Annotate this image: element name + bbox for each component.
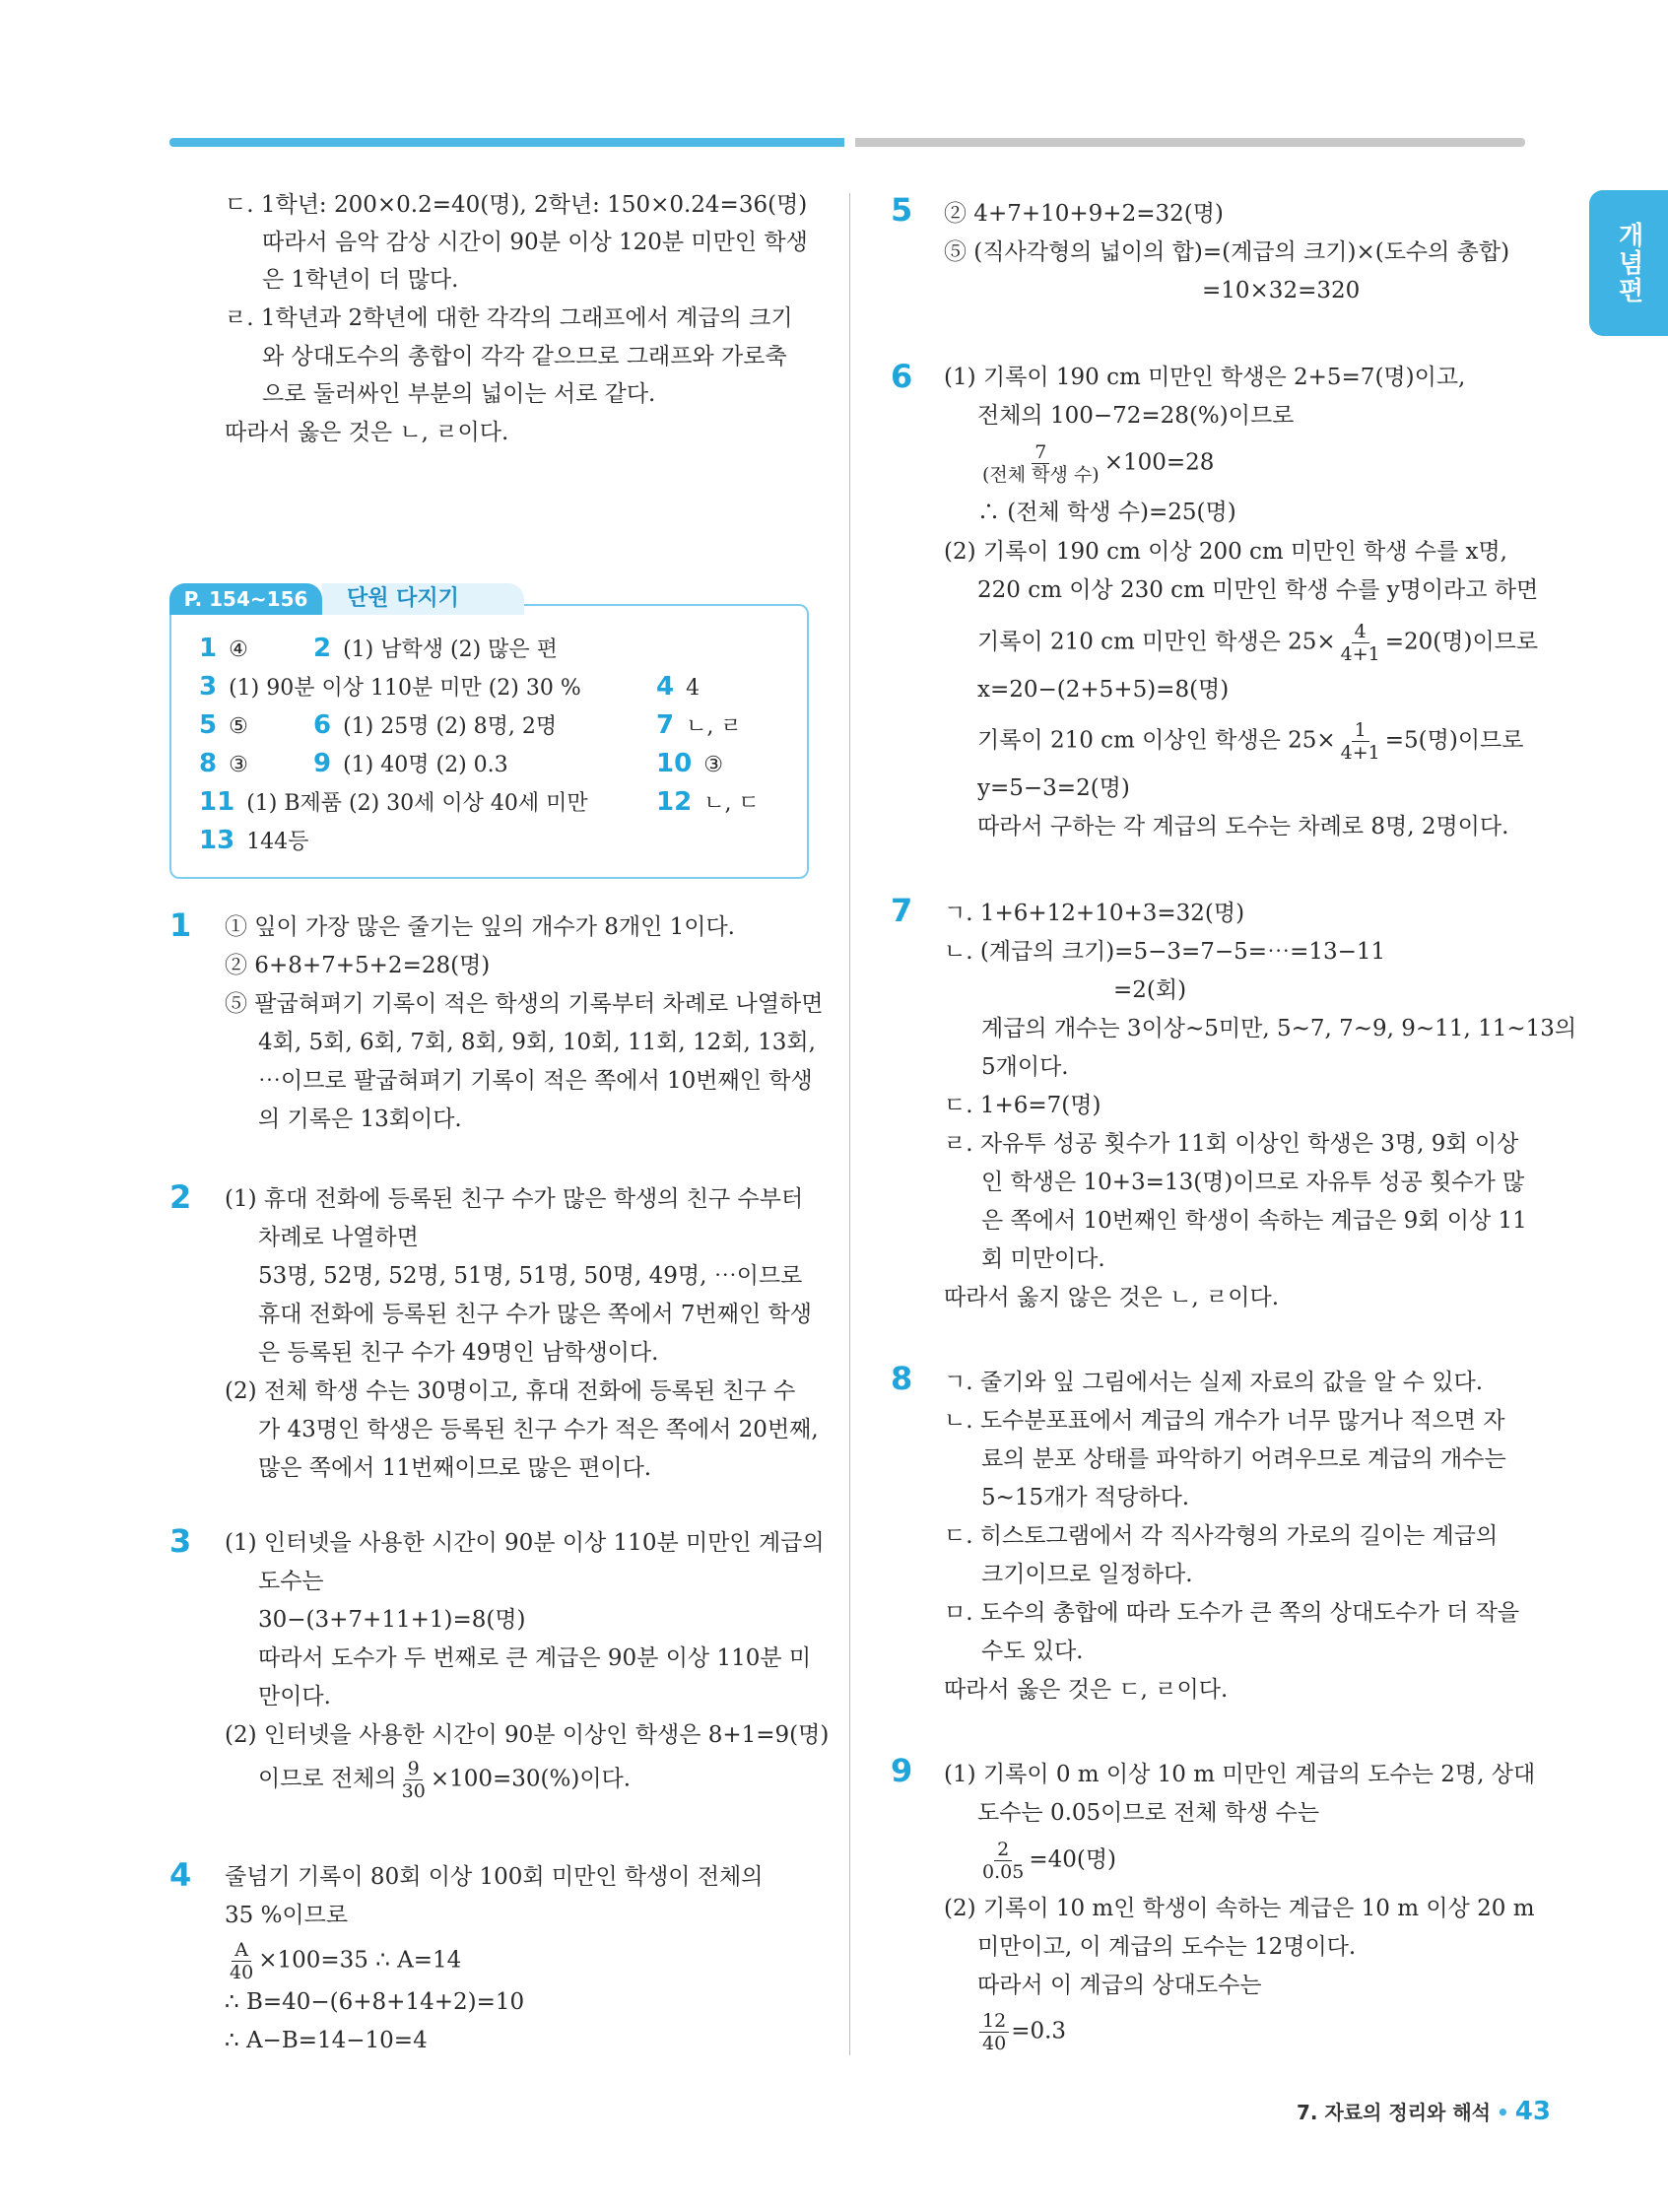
problem-number: 2 <box>169 1178 192 1216</box>
text-line: 따라서 이 계급의 상대도수는 <box>977 1973 1262 1998</box>
column-divider <box>849 193 850 2055</box>
text-line: 가 43명인 학생은 등록된 친구 수가 적은 쪽에서 20번째, <box>258 1417 819 1442</box>
problem-number: 1 <box>169 906 192 944</box>
text-line: 으로 둘러싸인 부분의 넓이는 서로 같다. <box>262 381 656 407</box>
text-line: 4회, 5회, 6회, 7회, 8회, 9회, 10회, 11회, 12회, 13회, <box>258 1030 816 1055</box>
answer-item: 12 ㄴ, ㄷ <box>656 787 760 817</box>
fraction: $\frac{1}{4+1}$ <box>1340 719 1380 764</box>
text-line: 의 기록은 13회이다. <box>258 1106 462 1132</box>
fraction: $\frac{12}{40}$ <box>979 2010 1009 2054</box>
text-line: 따라서 도수가 두 번째로 큰 계급은 90분 이상 110분 미 <box>258 1645 812 1671</box>
text-line: (2) 전체 학생 수는 30명이고, 휴대 전화에 등록된 친구 수 <box>225 1378 796 1404</box>
text-line: 35 %이므로 <box>225 1903 349 1928</box>
summary-pages-tag: P. 154~156 <box>169 583 322 615</box>
fraction: $\frac{A}{40}$ <box>230 1939 254 1983</box>
answer-item: 10 ③ <box>656 749 723 778</box>
problem-number: 9 <box>891 1752 913 1789</box>
text-line: 따라서 옳은 것은 ㄷ, ㄹ이다. <box>944 1677 1229 1703</box>
text-line: y=5−3=2(명) <box>977 775 1130 801</box>
text-line: $\frac{2}{0.05}$ =40(명) <box>977 1839 1116 1883</box>
text-line: 이므로 전체의 $\frac{9}{30}$ ×100=30(%)이다. <box>258 1758 632 1802</box>
answer-item: 5 ⑤ <box>199 710 248 740</box>
text-line: 은 1학년이 더 많다. <box>262 267 459 293</box>
text-line: ㄱ. 1+6+12+10+3=32(명) <box>944 901 1245 926</box>
fraction: $\frac{7}{\text{(전체 학생 수)}}$ <box>982 441 1100 486</box>
text-line: ㄹ. 자유투 성공 횟수가 11회 이상인 학생은 3명, 9회 이상 <box>944 1131 1519 1157</box>
text-line: 전체의 100−72=28(%)이므로 <box>977 403 1295 429</box>
answer-item: 11 (1) B제품 (2) 30세 이상 40세 미만 <box>199 787 588 817</box>
text-line: 5~15개가 적당하다. <box>981 1485 1190 1510</box>
answer-item: 2 (1) 남학생 (2) 많은 편 <box>313 634 558 663</box>
text-line: 료의 분포 상태를 파악하기 어려우므로 계급의 개수는 <box>981 1446 1506 1472</box>
bullet-icon: • <box>1496 2101 1509 2124</box>
text-line: $\frac{7}{\text{(전체 학생 수)}}$ ×100=28 <box>977 441 1214 486</box>
text-line: 30−(3+7+11+1)=8(명) <box>258 1607 526 1633</box>
text-line: ㄷ. 1+6=7(명) <box>944 1093 1101 1118</box>
summary-title: 단원 다지기 <box>322 583 524 615</box>
answer-item: 1 ④ <box>199 634 248 663</box>
text-line: (1) 휴대 전화에 등록된 친구 수가 많은 학생의 친구 수부터 <box>225 1186 804 1212</box>
text-line: (2) 인터넷을 사용한 시간이 90분 이상인 학생은 8+1=9(명) <box>225 1722 830 1748</box>
text-line: 따라서 구하는 각 계급의 도수는 차례로 8명, 2명이다. <box>977 814 1509 839</box>
text-line: 기록이 210 cm 이상인 학생은 25× $\frac{1}{4+1}$ =5(명)이므로 <box>977 719 1524 764</box>
text-line: ① 잎이 가장 많은 줄기는 잎의 개수가 8개인 1이다. <box>225 914 735 940</box>
problem-number: 7 <box>891 892 913 929</box>
text-line: 크기이므로 일정하다. <box>981 1562 1193 1587</box>
text-line: 따라서 음악 감상 시간이 90분 이상 120분 미만인 학생 <box>262 230 808 255</box>
text-line: ∴ B=40−(6+8+14+2)=10 <box>225 1989 525 2015</box>
text-line: 따라서 옳지 않은 것은 ㄴ, ㄹ이다. <box>944 1285 1280 1310</box>
page-number: 43 <box>1514 2097 1551 2126</box>
fraction: $\frac{4}{4+1}$ <box>1340 621 1380 665</box>
text-line: ⋯이므로 팔굽혀펴기 기록이 적은 쪽에서 10번째인 학생 <box>258 1068 813 1094</box>
problem-number: 4 <box>169 1856 192 1894</box>
top-border-left <box>169 138 844 147</box>
answer-item: 9 (1) 40명 (2) 0.3 <box>313 749 508 778</box>
text-line: ∴ (전체 학생 수)=25(명) <box>977 500 1236 525</box>
text-line: ⑤ 팔굽혀펴기 기록이 적은 학생의 기록부터 차례로 나열하면 <box>225 991 824 1017</box>
text-line: (1) 인터넷을 사용한 시간이 90분 이상 110분 미만인 계급의 <box>225 1530 825 1556</box>
text-line: 은 등록된 친구 수가 49명인 남학생이다. <box>258 1340 659 1366</box>
text-line: $\frac{12}{40}$ =0.3 <box>977 2010 1066 2054</box>
text-line: (1) 기록이 190 cm 미만인 학생은 2+5=7(명)이고, <box>944 365 1466 390</box>
text-line: ⑤ (직사각형의 넓이의 합)=(계급의 크기)×(도수의 총합) <box>944 239 1510 265</box>
text-line: 기록이 210 cm 미만인 학생은 25× $\frac{4}{4+1}$ =20(명)이므로 <box>977 621 1539 665</box>
text-line: 많은 쪽에서 11번째이므로 많은 편이다. <box>258 1455 652 1481</box>
text-line: 220 cm 이상 230 cm 미만인 학생 수를 y명이라고 하면 <box>977 577 1539 603</box>
text-line: 인 학생은 10+3=13(명)이므로 자유투 성공 횟수가 많 <box>981 1170 1525 1195</box>
text-line: x=20−(2+5+5)=8(명) <box>977 677 1230 703</box>
text-line: 휴대 전화에 등록된 친구 수가 많은 쪽에서 7번째인 학생 <box>258 1302 812 1327</box>
answer-item: 3 (1) 90분 이상 110분 미만 (2) 30 % <box>199 672 581 702</box>
text-line: (2) 기록이 10 m인 학생이 속하는 계급은 10 m 이상 20 m <box>944 1896 1535 1921</box>
answer-item: 8 ③ <box>199 749 248 778</box>
text-line: 계급의 개수는 3이상~5미만, 5~7, 7~9, 9~11, 11~13의 <box>981 1016 1577 1041</box>
chapter-title: 7. 자료의 정리와 해석 <box>1297 2101 1491 2124</box>
text-line: 줄넘기 기록이 80회 이상 100회 미만인 학생이 전체의 <box>225 1864 764 1890</box>
top-border-right <box>855 138 1525 147</box>
text-line: 수도 있다. <box>981 1639 1084 1664</box>
text-line: ㄱ. 줄기와 잎 그림에서는 실제 자료의 값을 알 수 있다. <box>944 1370 1483 1395</box>
text-line: ② 6+8+7+5+2=28(명) <box>225 953 491 978</box>
text-line: 53명, 52명, 52명, 51명, 51명, 50명, 49명, ⋯이므로 <box>258 1263 803 1289</box>
text-line: (2) 기록이 190 cm 이상 200 cm 미만인 학생 수를 x명, <box>944 539 1507 565</box>
text-line: =10×32=320 <box>1202 278 1361 303</box>
fraction: $\frac{9}{30}$ <box>401 1758 426 1802</box>
text-line: ㄴ. 도수분포표에서 계급의 개수가 너무 많거나 적으면 자 <box>944 1408 1505 1434</box>
text-line: ㄴ. (계급의 크기)=5−3=7−5=⋯=13−11 <box>944 939 1386 965</box>
text-line: (1) 기록이 0 m 이상 10 m 미만인 계급의 도수는 2명, 상대 <box>944 1762 1536 1787</box>
text-line: 따라서 옳은 것은 ㄴ, ㄹ이다. <box>225 420 509 445</box>
text-line: ㄹ. 1학년과 2학년에 대한 각각의 그래프에서 계급의 크기 <box>225 305 793 331</box>
text-line: 5개이다. <box>981 1054 1069 1080</box>
page-footer <box>1297 2097 1551 2126</box>
text-line: 도수는 <box>258 1569 324 1594</box>
text-line: ㄷ. 1학년: 200×0.2=40(명), 2학년: 150×0.24=36(명) <box>225 192 808 218</box>
text-line: 은 쪽에서 10번째인 학생이 속하는 계급은 9회 이상 11 <box>981 1208 1527 1234</box>
problem-number: 8 <box>891 1360 913 1397</box>
problem-number: 5 <box>891 191 913 229</box>
text-line: =2(회) <box>1113 977 1187 1003</box>
text-line: 차례로 나열하면 <box>258 1225 419 1250</box>
text-line: $\frac{A}{40}$ ×100=35 ∴ A=14 <box>225 1939 461 1983</box>
text-line: 와 상대도수의 총합이 각각 같으므로 그래프와 가로축 <box>262 344 787 369</box>
text-line: 회 미만이다. <box>981 1246 1105 1272</box>
problem-number: 3 <box>169 1522 192 1560</box>
answer-item: 7 ㄴ, ㄹ <box>656 710 742 740</box>
answer-item: 13 144등 <box>199 826 309 855</box>
problem-number: 6 <box>891 358 913 395</box>
text-line: ② 4+7+10+9+2=32(명) <box>944 201 1224 227</box>
answer-item: 4 4 <box>656 672 701 702</box>
fraction: $\frac{2}{0.05}$ <box>982 1839 1025 1883</box>
text-line: ∴ A−B=14−10=4 <box>225 2028 428 2053</box>
side-tab-label: 개념편 <box>1614 222 1643 304</box>
text-line: ㄷ. 히스토그램에서 각 직사각형의 가로의 길이는 계급의 <box>944 1523 1499 1549</box>
side-tab <box>1589 190 1668 336</box>
answer-item: 6 (1) 25명 (2) 8명, 2명 <box>313 710 558 740</box>
text-line: 만이다. <box>258 1684 331 1709</box>
text-line: 도수는 0.05이므로 전체 학생 수는 <box>977 1800 1320 1826</box>
text-line: 미만이고, 이 계급의 도수는 12명이다. <box>977 1934 1357 1960</box>
text-line: ㅁ. 도수의 총합에 따라 도수가 큰 쪽의 상대도수가 더 작을 <box>944 1600 1520 1626</box>
